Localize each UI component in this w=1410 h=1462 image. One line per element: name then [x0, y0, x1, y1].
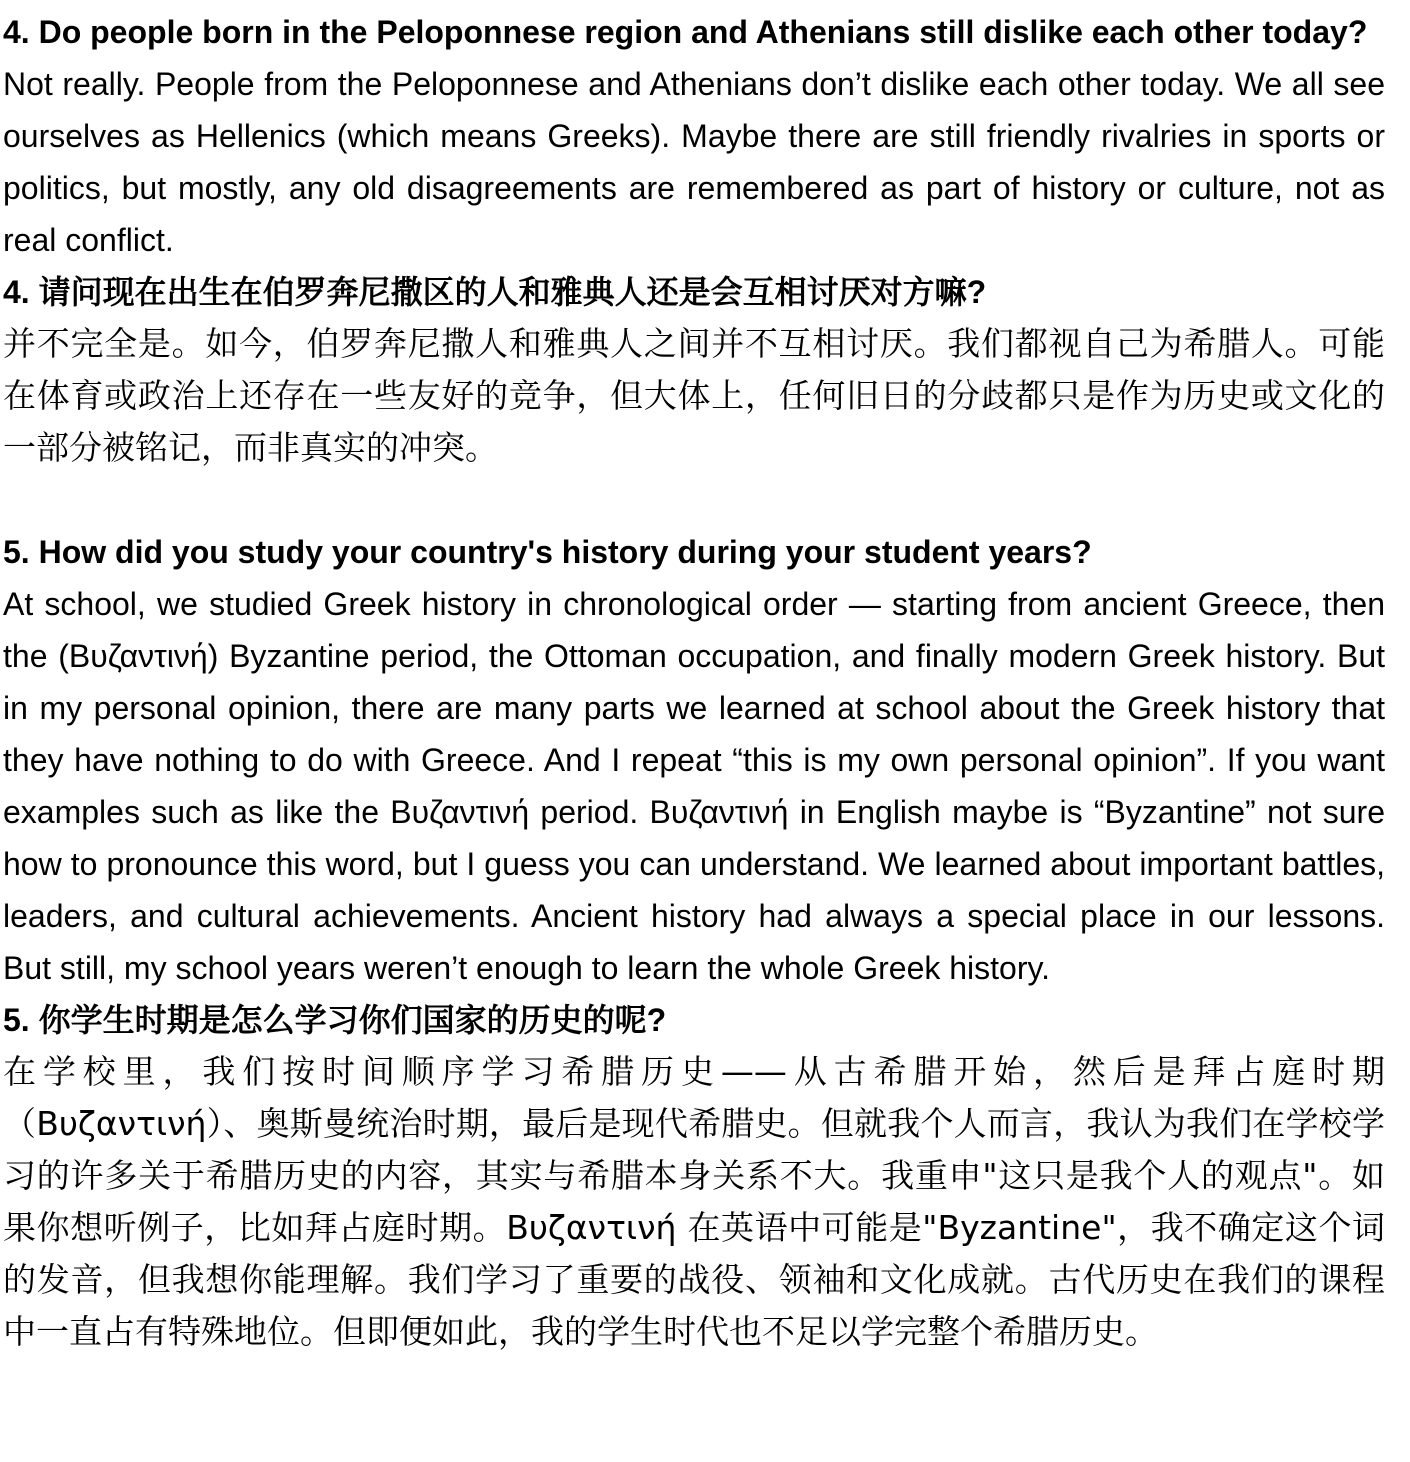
answer-5-english: At school, we studied Greek history in chronological order — starting from ancient Greece, then the (Βυζαντινή) Byzantine period, the Ottoman occupation, and finally modern Greek history. But in my personal opinion, there are many parts we learned at school about the Greek history that they have nothing to do with Greece. And I repeat “this is my own personal opinion”. If you want examples such as like the Βυζαντινή period. Βυζαντινή in English maybe is “Byzantine” not sure how to pronounce this word, but I guess you can understand. We learned about important battles, leaders, and cultural achievements. Ancient history had always a special place in our lessons. But still, my school years weren’t enough to learn the whole Greek history. — [3, 586, 1385, 986]
section-divider-space — [3, 474, 1385, 526]
answer-4-english: Not really. People from the Peloponnese and Athenians don’t dislike each other today. We all see ourselves as Hellenics (which means Greeks). Maybe there are still friendly rivalries in sports or politics, but mostly, any old disagreements are remembered as part of history or culture, not as real conflict. — [3, 66, 1385, 258]
question-4-chinese: 4. 请问现在出生在伯罗奔尼撒区的人和雅典人还是会互相讨厌对方嘛? — [3, 274, 987, 310]
question-5-chinese: 5. 你学生时期是怎么学习你们国家的历史的呢? — [3, 1002, 667, 1038]
qa-section-5 — [3, 526, 1385, 1358]
question-4-english: 4. Do people born in the Peloponnese region and Athenians still dislike each other today? — [3, 14, 1368, 50]
answer-5-chinese: 在学校里，我们按时间顺序学习希腊历史——从古希腊开始，然后是拜占庭时期（Βυζαντινή）、奥斯曼统治时期，最后是现代希腊史。但就我个人而言，我认为我们在学校学习的许多关于希腊历史的内容，其实与希腊本身关系不大。我重申"这只是我个人的观点"。如果你想听例子，比如拜占庭时期。Βυζαντινή 在英语中可能是"Byzantine"，我不确定这个词的发音，但我想你能理解。我们学习了重要的战役、领袖和文化成就。古代历史在我们的课程中一直占有特殊地位。但即便如此，我的学生时代也不足以学完整个希腊历史。 — [3, 1052, 1385, 1351]
answer-4-chinese: 并不完全是。如今，伯罗奔尼撒人和雅典人之间并不互相讨厌。我们都视自己为希腊人。可能在体育或政治上还存在一些友好的竞争，但大体上，任何旧日的分歧都只是作为历史或文化的一部分被铭记，而非真实的冲突。 — [3, 324, 1385, 467]
question-5-english: 5. How did you study your country's history during your student years? — [3, 534, 1092, 570]
qa-section-4 — [3, 6, 1385, 474]
